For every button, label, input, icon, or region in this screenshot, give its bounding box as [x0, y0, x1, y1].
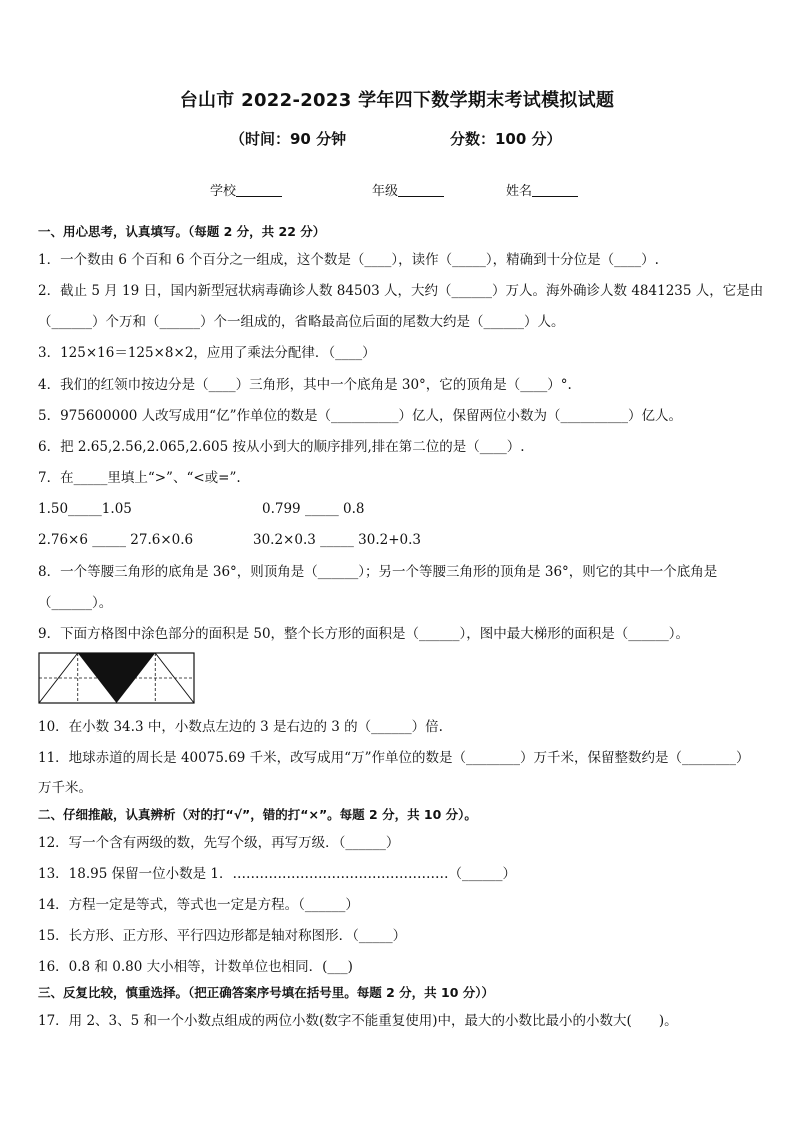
question-3: 3．125×16＝125×8×2，应用了乘法分配律．（____） — [38, 345, 376, 361]
question-8-line-2: （______）。 — [38, 595, 113, 611]
school-field — [210, 180, 282, 199]
question-5: 5．975600000 人改写成用“亿”作单位的数是（__________）亿人，保留两位小数为（__________）亿人。 — [38, 408, 682, 424]
section-3-heading: 三、反复比较，慎重选择。（把正确答案序号填在括号里。每题 2 分，共 10 分）） — [38, 985, 495, 1000]
grade-field — [372, 180, 444, 199]
question-11-line-2: 万千米。 — [38, 780, 92, 796]
question-7-item-a: 1.50_____1.05 — [38, 501, 132, 517]
question-7-item-d: 30.2×0.3 _____ 30.2+0.3 — [253, 532, 422, 548]
question-7: 7．在_____里填上“>”、“<或=”. — [38, 470, 241, 486]
exam-score: 分数：100 分） — [450, 130, 562, 148]
exam-time: （时间：90 分钟 — [230, 130, 347, 148]
question-11-line-1: 11．地球赤道的周长是 40075.69 千米，改写成用“万”作单位的数是（________）万千米，保留整数约是（________） — [38, 750, 750, 766]
question-10: 10．在小数 34.3 中，小数点左边的 3 是右边的 3 的（______）倍. — [38, 719, 443, 735]
question-2-line-2: （______）个万和（______）个一组成的，省略最高位后面的尾数大约是（______）人。 — [38, 314, 565, 330]
question-2-line-1: 2．截止 5 月 19 日，国内新型冠状病毒确诊人数 84503 人，大约（______）万人。海外确诊人数 4841235 人，它是由 — [38, 283, 764, 299]
name-field — [506, 180, 578, 199]
question-16: 16．0.8 和 0.80 大小相等，计数单位也相同．(___) — [38, 959, 353, 975]
school-label: 学校 — [210, 184, 237, 199]
question-7-item-b: 0.799 _____ 0.8 — [262, 501, 365, 517]
question-13: 13．18.95 保留一位小数是 1．…………………………………………（______） — [38, 866, 516, 882]
section-1-heading: 一、用心思考，认真填写。（每题 2 分，共 22 分） — [38, 224, 326, 239]
question-12: 12．写一个含有两级的数，先写个级，再写万级．（______） — [38, 835, 400, 851]
question-1: 1．一个数由 6 个百和 6 个百分之一组成，这个数是（____），读作（_____），精确到十分位是（____）. — [38, 252, 659, 268]
grade-label: 年级 — [372, 184, 399, 199]
question-9: 9．下面方格图中涂色部分的面积是 50，整个长方形的面积是（______），图中最大梯形的面积是（______）。 — [38, 626, 690, 642]
question-4: 4．我们的红领巾按边分是（____）三角形，其中一个底角是 30°，它的顶角是（____）°. — [38, 377, 572, 393]
grid-figure — [38, 652, 196, 704]
question-7-item-c: 2.76×6 _____ 27.6×0.6 — [38, 532, 194, 548]
question-15: 15．长方形、正方形、平行四边形都是轴对称图形．（_____） — [38, 928, 407, 944]
section-2-heading: 二、仔细推敲，认真辨析（对的打“√”，错的打“×”。每题 2 分，共 10 分）。 — [38, 807, 477, 822]
school-blank[interactable] — [236, 182, 282, 197]
question-14: 14．方程一定是等式，等式也一定是方程。（______） — [38, 897, 359, 913]
exam-title: 台山市 2022-2023 学年四下数学期末考试模拟试题 — [179, 90, 615, 111]
name-blank[interactable] — [532, 182, 578, 197]
question-6: 6．把 2.65,2.56,2.065,2.605 按从小到大的顺序排列,排在第二位的是（____）. — [38, 439, 525, 455]
name-label: 姓名 — [506, 184, 533, 199]
question-17: 17．用 2、3、5 和一个小数点组成的两位小数(数字不能重复使用)中，最大的小数比最小的小数大( )。 — [38, 1013, 678, 1029]
question-8-line-1: 8．一个等腰三角形的底角是 36°，则顶角是（______）；另一个等腰三角形的顶角是 36°，则它的其中一个底角是 — [38, 564, 718, 580]
grade-blank[interactable] — [398, 182, 444, 197]
